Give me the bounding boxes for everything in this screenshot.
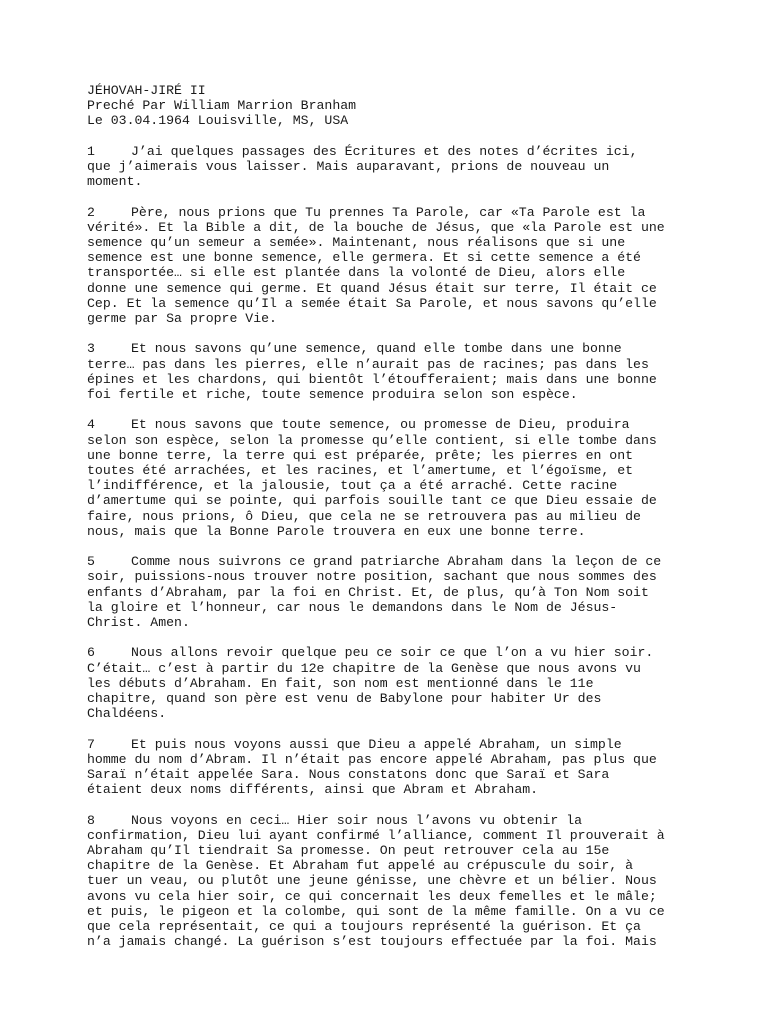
paragraph — [87, 205, 687, 327]
paragraph-text: Et puis nous voyons aussi que Dieu a appelé Abraham, un simple homme du nom d’Abram. Il n’était pas encore appelé Abraham, pas plus que Saraï n’était appelée Sara. Nous constatons donc que Saraï et Sara étaient deux noms différents, ainsi que Abram et Abraham. — [87, 736, 657, 798]
paragraph-text: Et nous savons que toute semence, ou promesse de Dieu, produira selon son espèce, selon la promesse qu’elle contient, si elle tombe dans une bonne terre, la terre qui est préparée, prête; les pierres en ont toutes été arrachées, et les racines, et l’amertume, et l’égoïsme, et l’indifférence, et la jalousie, tout ça a été arraché. Cette racine d’amertume qui se pointe, qui parfois souille tant ce que Dieu essaie de faire, nous prions, ô Dieu, que cela ne se retrouvera pas au milieu de nous, mais que la Bonne Parole trouvera en eux une bonne terre. — [87, 417, 657, 539]
paragraph-text: Comme nous suivrons ce grand patriarche Abraham dans la leçon de ce soir, puissions-nous trouver notre position, sachant que nous sommes des enfants d’Abraham, par la foi en Christ. Et, de plus, qu’à Ton Nom soit la gloire et l’honneur, car nous le demandons dans le Nom de Jésus- Christ. Amen. — [87, 554, 662, 631]
paragraph — [87, 341, 687, 402]
paragraph — [87, 144, 687, 190]
paragraph-text: Nous voyons en ceci… Hier soir nous l’avons vu obtenir la confirmation, Dieu lui ayant confirmé l’alliance, comment Il prouverait à Abraham qu’Il tiendrait Sa promesse. On peut retrouver cela au 15e chapitre de la Genèse. Et Abraham fut appelé au crépuscule du soir, à tuer un veau, ou plutôt une jeune génisse, une chèvre et un bélier. Nous avons vu cela hier soir, ce qui concernait les deux femelles et le mâle; et puis, le pigeon et la colombe, qui sont de la même famille. On a vu ce que cela représentait, ce qui a toujours représenté la guérison. Et ça n’a jamais changé. La guérison s’est toujours effectuée par la foi. Mais — [87, 812, 665, 950]
sermon-title: JÉHOVAH-JIRÉ II — [87, 83, 206, 98]
paragraph — [87, 813, 687, 950]
paragraph-number: 5 — [87, 554, 95, 570]
paragraph-number: 7 — [87, 736, 95, 752]
paragraph-text: Et nous savons qu’une semence, quand elle tombe dans une bonne terre… pas dans les pierres, elle n’aurait pas de racines; pas dans les épines et les chardons, qui bientôt l’étoufferaient; mais dans une bonne foi fertile et riche, toute semence produira selon son espèce. — [87, 341, 657, 403]
paragraph — [87, 554, 687, 630]
paragraph-text: Père, nous prions que Tu prennes Ta Parole, car «Ta Parole est la vérité». Et la Bible a dit, de la bouche de Jésus, que «la Parole est une semence qu’un semeur a semée». Maintenant, nous réalisons que si une semence est une bonne semence, elle germera. Et si cette semence a été transportée… si elle est plantée dans la volonté de Dieu, alors elle donne une semence qui germe. Et quand Jésus était sur terre, Il était ce Cep. Et la semence qu’Il a semée était Sa Parole, et nous savons qu’elle germe par Sa propre Vie. — [87, 204, 665, 327]
paragraph-number: 2 — [87, 204, 95, 220]
paragraph-text: J’ai quelques passages des Écritures et des notes d’écrites ici, que j’aimerais vous laisser. Mais auparavant, prions de nouveau un moment. — [87, 143, 638, 190]
sermon-date-place: Le 03.04.1964 Louisville, MS, USA — [87, 113, 349, 129]
paragraph-text: Nous allons revoir quelque peu ce soir ce que l’on a vu hier soir. C’était… c’est à partir du 12e chapitre de la Genèse que nous avons vu les débuts d’Abraham. En fait, son nom est mentionné dans le 11e chapitre, quand son père est venu de Babylone pour habiter Ur des Chaldéens. — [87, 645, 654, 722]
sermon-preacher: Preché Par William Marrion Branham — [87, 98, 357, 114]
paragraph-number: 1 — [87, 143, 95, 159]
paragraph — [87, 417, 687, 539]
document-body — [87, 83, 687, 949]
paragraph — [87, 645, 687, 721]
paragraph-number: 4 — [87, 417, 95, 433]
paragraph-number: 8 — [87, 812, 95, 828]
paragraph-number: 3 — [87, 341, 95, 357]
paragraph-number: 6 — [87, 645, 95, 661]
paragraph — [87, 737, 687, 798]
